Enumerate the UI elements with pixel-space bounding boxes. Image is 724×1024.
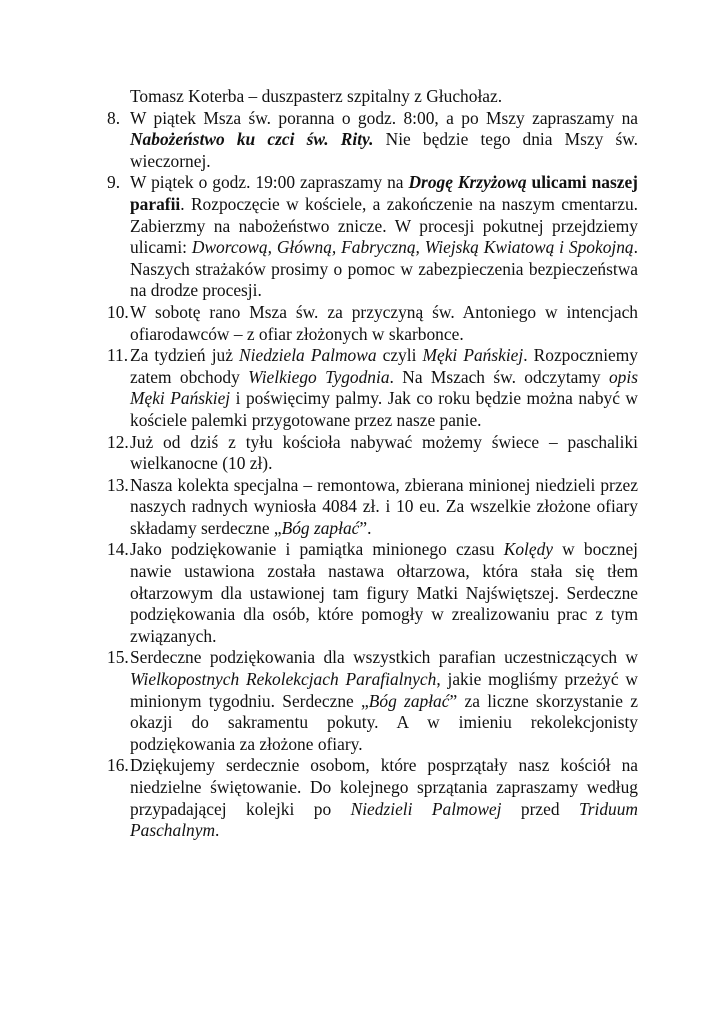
text-run: Bóg zapłać bbox=[281, 517, 360, 538]
text-run: Męki Pańskiej bbox=[422, 345, 524, 366]
text-run: Za tydzień już bbox=[130, 345, 240, 366]
list-item bbox=[107, 475, 638, 540]
text-run: czyli bbox=[376, 345, 423, 366]
item-number: 9. bbox=[107, 172, 121, 193]
item-text bbox=[130, 755, 638, 841]
text-run: Nabożeństwo ku czci św. Rity. bbox=[130, 129, 374, 150]
item-number: 8. bbox=[107, 107, 121, 128]
item-number: 11. bbox=[107, 345, 129, 366]
item-text bbox=[130, 647, 638, 755]
list-item bbox=[107, 108, 638, 173]
text-run: opis Męki Pańskiej bbox=[130, 366, 638, 409]
text-run: . bbox=[215, 820, 220, 841]
item-text bbox=[130, 172, 638, 302]
text-run: w bocznej nawie ustawiona została nastawa ołtarzowa, która stała się tłem ołtarzowym dla ustawionej tam figury Matki Najświętszej. Serdeczne podziękowania dla osób, które pomogły w zrealizowaniu prac z tym związanych. bbox=[130, 539, 638, 646]
text-run: Dziękujemy serdecznie osobom, które posprzątały nasz kościół na niedzielne świętowanie. Do kolejnego sprzątania zapraszamy według przypadającej kolejki po bbox=[130, 755, 638, 819]
text-run: . Rozpoczęcie w kościele, a zakończenie na naszym cmentarzu. Zabierzmy na nabożeństwo znicze. W procesji pokutnej przejdziemy ulicami: bbox=[130, 193, 638, 258]
text-run: W sobotę rano Msza św. za przyczyną św. Antoniego w intencjach ofiarodawców – z ofiar złożonych w skarbonce. bbox=[130, 301, 638, 344]
text-run: Triduum Paschalnym bbox=[130, 798, 638, 841]
item-text bbox=[130, 475, 638, 540]
item-text bbox=[130, 345, 638, 431]
text-run: Niedziela Palmowa bbox=[239, 345, 377, 366]
list-item bbox=[107, 432, 638, 475]
item-text bbox=[130, 108, 638, 173]
text-run: W piątek Msza św. poranna o godz. 8:00, a po Mszy zapraszamy na bbox=[130, 107, 638, 128]
text-run: Jako podziękowanie i pamiątka minionego czasu bbox=[130, 539, 504, 560]
list-item bbox=[107, 172, 638, 302]
text-run: Kolędy bbox=[503, 539, 554, 560]
text-run: Drogę Krzyżową bbox=[408, 172, 527, 193]
text-run: Nasza kolekta specjalna – remontowa, zbierana minionej niedzieli przez naszych radnych wyniosła 4084 zł. i 10 eu. Za wszelkie złożone ofiary składamy serdeczne „ bbox=[130, 474, 638, 538]
text-run: . Rozpoczniemy zatem obchody bbox=[130, 345, 638, 387]
text-run: ”. bbox=[359, 517, 372, 538]
announcements-list bbox=[107, 108, 638, 842]
text-run: Serdeczne podziękowania dla wszystkich parafian uczestniczących w bbox=[130, 647, 638, 668]
item-number: 10. bbox=[107, 301, 129, 322]
list-item bbox=[107, 755, 638, 841]
item-number: 15. bbox=[107, 647, 129, 668]
item-number: 14. bbox=[107, 539, 129, 560]
text-run: Bóg zapłać bbox=[368, 690, 450, 711]
text-run: . Na Mszach św. odczytamy bbox=[389, 366, 609, 387]
text-run: Dworcową, Główną, Fabryczną, Wiejską Kwiatową i Spokojną bbox=[191, 237, 634, 258]
list-item bbox=[107, 345, 638, 431]
continuation-line: Tomasz Koterba – duszpasterz szpitalny z Głuchołaz. bbox=[130, 86, 503, 106]
item-text bbox=[130, 432, 638, 475]
text-run: przed bbox=[501, 798, 580, 819]
text-run: ” za liczne skorzystanie z okazji do sakramentu pokuty. A w imieniu rekolekcjonisty podziękowania za złożone ofiary. bbox=[130, 690, 638, 754]
item-number: 12. bbox=[107, 431, 129, 452]
list-item bbox=[107, 539, 638, 647]
text-run: Niedzieli Palmowej bbox=[350, 798, 502, 819]
text-run: Nie będzie tego dnia Mszy św. wieczornej. bbox=[130, 129, 638, 171]
document-page bbox=[107, 86, 638, 842]
text-run: . Naszych strażaków prosimy o pomoc w zabezpieczenia bezpieczeństwa na drodze procesji. bbox=[130, 237, 638, 301]
text-run: i poświęcimy palmy. Jak co roku będzie można nabyć w kościele palemki przygotowane przez nasze panie. bbox=[130, 388, 638, 430]
text-run: Już od dziś z tyłu kościoła nabywać możemy świece – paschaliki wielkanocne (10 zł). bbox=[130, 431, 638, 474]
item-number: 16. bbox=[107, 755, 129, 776]
text-run: Wielkopostnych Rekolekcjach Parafialnych bbox=[130, 669, 437, 690]
text-run: W piątek o godz. 19:00 zapraszamy na bbox=[130, 172, 409, 193]
item-text bbox=[130, 302, 638, 345]
text-run: , jakie mogliśmy przeżyć w minionym tygodniu. Serdeczne „ bbox=[130, 669, 638, 711]
list-item bbox=[107, 302, 638, 345]
text-run: Wielkiego Tygodnia bbox=[248, 366, 390, 387]
item-text bbox=[130, 539, 638, 647]
text-run: ulicami naszej parafii bbox=[130, 172, 638, 214]
item-number: 13. bbox=[107, 474, 129, 495]
list-item bbox=[107, 647, 638, 755]
